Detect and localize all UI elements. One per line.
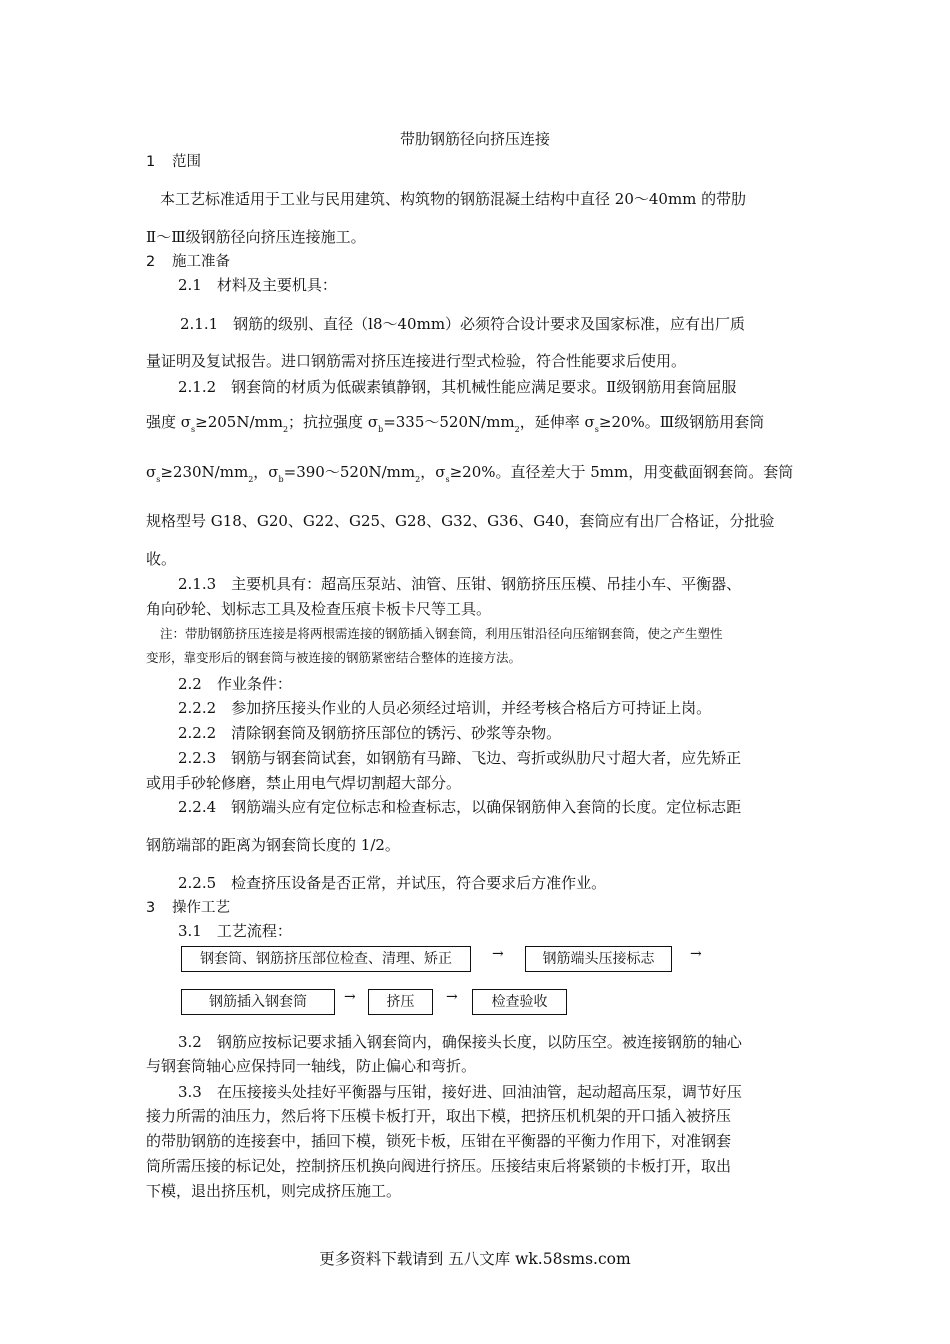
text-run: 强度 σ <box>146 413 192 431</box>
note-line: 注：带肋钢筋挤压连接是将两根需连接的钢筋插入钢套筒，利用压钳沿径向压缩钢套筒，使之产生塑性 <box>160 626 723 641</box>
section-2-heading <box>146 250 230 271</box>
section-title: 范围 <box>172 154 201 170</box>
paragraph-line: 2.2.2 参加挤压接头作业的人员必须经过培训，并经考核合格后方可持证上岗。 <box>178 699 712 717</box>
subscript: 2 <box>248 475 254 484</box>
text-run: ≥20%。直径差大于 5mm，用变截面钢套筒。套筒 <box>449 463 794 481</box>
subscript: 2 <box>415 475 421 484</box>
paragraph-line: 下模，退出挤压机，则完成挤压施工。 <box>146 1182 402 1200</box>
section-title: 施工准备 <box>172 254 230 270</box>
subscript: s <box>594 425 599 434</box>
flow-step-insert-rebar: 钢筋插入钢套筒 <box>181 989 335 1015</box>
subscript: s <box>156 475 161 484</box>
section-3-heading <box>146 896 230 917</box>
scope-paragraph-line: Ⅱ～Ⅲ级钢筋径向挤压连接施工。 <box>146 228 366 246</box>
section-number: 1 <box>146 154 156 170</box>
footer-link[interactable]: 更多资料下载请到 五八文库 wk.58sms.com <box>319 1250 631 1268</box>
section-1-heading <box>146 150 201 171</box>
text-run: σ <box>146 463 157 481</box>
paragraph-line: 接力所需的油压力，然后将下压模卡板打开，取出下模，把挤压机机架的开口插入被挤压 <box>146 1107 732 1125</box>
subsection-heading: 3.1 工艺流程： <box>178 922 292 940</box>
flow-arrow-icon: → <box>492 946 504 962</box>
text-run: ，σ <box>420 463 446 481</box>
text-run: ，延伸率 σ <box>519 413 595 431</box>
flow-step-inspect-accept: 检查验收 <box>472 989 567 1015</box>
subscript: 2 <box>282 425 289 434</box>
subscript: 2 <box>514 425 520 434</box>
subsection-heading: 2.2 作业条件： <box>178 675 292 693</box>
flow-step-mark-ends: 钢筋端头压接标志 <box>525 946 672 972</box>
paragraph-line: 2.2.5 检查挤压设备是否正常，并试压，符合要求后方准作业。 <box>178 874 607 892</box>
paragraph-line: 量证明及复试报告。进口钢筋需对挤压连接进行型式检验，符合性能要求后使用。 <box>146 352 687 370</box>
text-run: =335～520N/mm <box>383 413 515 431</box>
flow-arrow-icon: → <box>446 989 458 1005</box>
section-title: 操作工艺 <box>172 900 230 916</box>
text-run: =390～520N/mm <box>283 463 416 481</box>
subscript: s <box>445 475 450 484</box>
note-line: 变形，靠变形后的钢套筒与被连接的钢筋紧密结合整体的连接方法。 <box>146 650 522 665</box>
text-run: ≥20%。Ⅲ级钢筋用套筒 <box>598 413 765 431</box>
text-run: ≥205N/mm <box>195 413 283 431</box>
paragraph-line-formula <box>146 461 793 482</box>
paragraph-line: 筒所需压接的标记处，控制挤压机换向阀进行挤压。压接结束后将紧锁的卡板打开，取出 <box>146 1157 732 1175</box>
flow-step-extrude: 挤压 <box>368 989 433 1015</box>
paragraph-line: 规格型号 G18、G20、G22、G25、G28、G32、G36、G40，套筒应有出厂合格证，分批验 <box>146 512 775 530</box>
paragraph-line: 收。 <box>146 550 177 568</box>
page-title: 带肋钢筋径向挤压连接 <box>399 130 550 148</box>
text-run: ≥230N/mm <box>160 463 249 481</box>
flow-arrow-icon: → <box>344 989 356 1005</box>
paragraph-line: 角向砂轮、划标志工具及检查压痕卡板卡尺等工具。 <box>146 600 492 618</box>
paragraph-line: 钢筋端部的距离为钢套筒长度的 1/2。 <box>146 836 400 854</box>
text-run: ，σ <box>253 463 279 481</box>
flow-arrow-icon: → <box>690 946 702 962</box>
paragraph-line-formula <box>146 411 764 432</box>
paragraph-line: 2.2.3 钢筋与钢套筒试套，如钢筋有马蹄、飞边、弯折或纵肋尺寸超大者，应先矫正 <box>178 749 742 767</box>
flow-step-inspect-clean: 钢套筒、钢筋挤压部位检查、清理、矫正 <box>181 946 471 972</box>
paragraph-line: 2.2.2 清除钢套筒及钢筋挤压部位的锈污、砂浆等杂物。 <box>178 724 562 742</box>
subscript: b <box>278 475 284 484</box>
paragraph-line: 2.2.4 钢筋端头应有定位标志和检查标志，以确保钢筋伸入套筒的长度。定位标志距 <box>178 798 742 816</box>
paragraph-line: 2.1.3 主要机具有：超高压泵站、油管、压钳、钢筋挤压压模、吊挂小车、平衡器、 <box>178 575 742 593</box>
paragraph-line: 或用手砂轮修磨，禁止用电气焊切割超大部分。 <box>146 774 462 792</box>
section-number: 3 <box>146 900 156 916</box>
paragraph-line: 2.1.2 钢套筒的材质为低碳素镇静钢，其机械性能应满足要求。Ⅱ级钢筋用套筒屈服 <box>178 378 737 396</box>
subscript: s <box>191 425 196 434</box>
paragraph-line: 与钢套筒轴心应保持同一轴线，防止偏心和弯折。 <box>146 1057 477 1075</box>
paragraph-line: 3.2 钢筋应按标记要求插入钢套筒内，确保接头长度，以防压空。被连接钢筋的轴心 <box>178 1033 742 1051</box>
text-run: ；抗拉强度 σ <box>288 413 379 431</box>
paragraph-line: 2.1.1 钢筋的级别、直径（l8～40mm）必须符合设计要求及国家标准，应有出厂质 <box>180 315 746 333</box>
section-number: 2 <box>146 254 156 270</box>
scope-paragraph-line: 本工艺标准适用于工业与民用建筑、构筑物的钢筋混凝土结构中直径 20～40mm 的带肋 <box>160 190 747 208</box>
subsection-heading: 2.1 材料及主要机具： <box>178 276 337 294</box>
subscript: b <box>378 425 384 434</box>
paragraph-line: 3.3 在压接接头处挂好平衡器与压钳，接好进、回油油管，起动超高压泵，调节好压 <box>178 1083 742 1101</box>
paragraph-line: 的带肋钢筋的连接套中，插回下模，锁死卡板，压钳在平衡器的平衡力作用下，对准钢套 <box>146 1132 732 1150</box>
